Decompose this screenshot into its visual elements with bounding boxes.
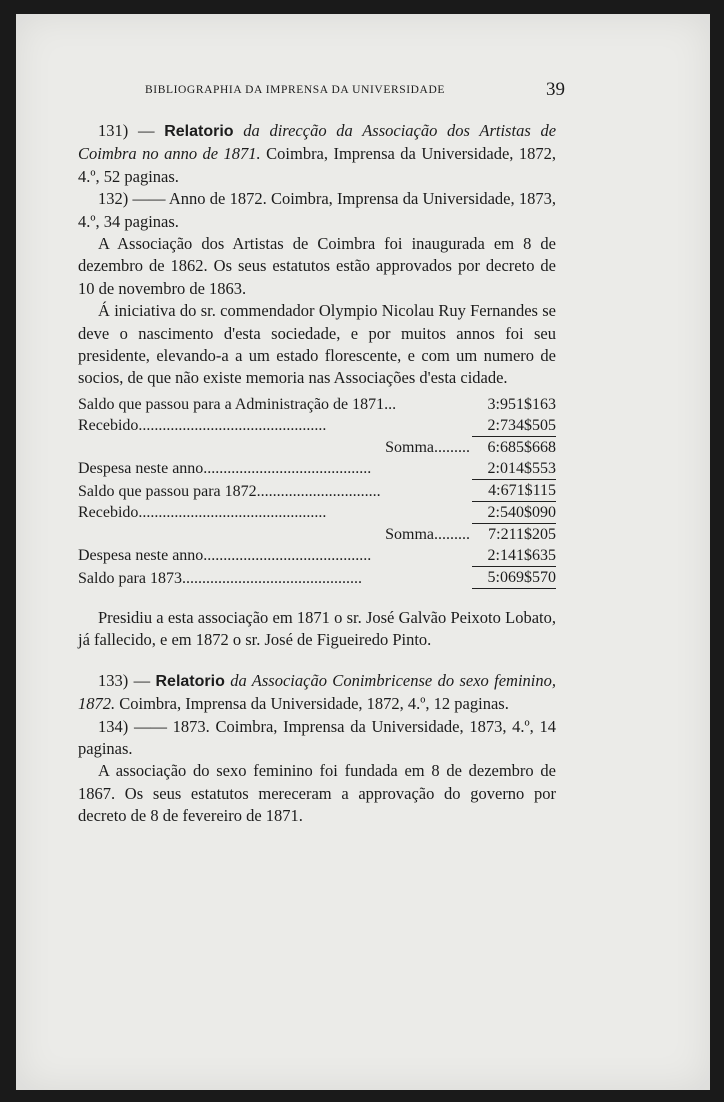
book-page [16,14,710,1090]
entry-title: Relatorio [155,672,225,690]
ledger-amount: 4:671$115 [472,479,556,502]
ledger-label-text: Saldo que passou para 1872 [78,482,257,500]
paragraph-presidents: Presidiu a esta associação em 1871 o sr. José Galvão Peixoto Lobato, já fallecido, e em 1872 o sr. José de Figueiredo Pinto. [78,607,556,650]
entry-imprint: Coimbra, Imprensa da Universidade, 1872, 4.º, 52 paginas. [78,144,556,186]
entry-number: 131) — [98,121,155,140]
ledger-leader-dots: ......... [434,525,470,543]
ledger-leader-dots: ......... [434,438,470,456]
ledger-leader-dots: ............................................... [138,416,327,434]
page-number: 39 [546,79,565,100]
ledger-amount: 2:734$505 [487,416,556,434]
ledger-leader-dots: ............................................... [138,503,327,521]
ledger-amount: 2:141$635 [487,546,556,564]
ledger-amount: 6:685$668 [472,436,556,458]
ledger-row [78,566,556,589]
ledger-label [78,394,470,415]
ledger-label [78,502,470,523]
ledger-row [78,479,556,502]
ledger-row [78,436,556,458]
entry-italic-title: da direcção da Associação dos Artistas de Coimbra no anno de 1871. [78,121,557,164]
accounts-table [78,394,556,589]
ledger-leader-dots: ............................................. [181,569,362,587]
ledger-leader-dots: .......................................... [203,546,372,564]
ledger-label [78,479,470,502]
ledger-label [78,436,470,458]
ledger-row [78,394,556,415]
ledger-amount: 2:014$553 [487,459,556,477]
entry-italic-title: da Associação Conimbricense do sexo feminino, 1872. [78,670,557,714]
ledger-label-text: Despesa neste anno [78,546,204,564]
entry-131 [78,120,556,188]
entry-134: 134) —— 1873. Coimbra, Imprensa da Universidade, 1873, 4.º, 14 paginas. [78,716,556,758]
ledger-amount: 7:211$205 [472,523,556,545]
page-body [78,120,556,828]
ledger-row [78,415,556,436]
ledger-leader-dots: ............................... [256,482,381,500]
paragraph-feminine-association: A associação do sexo feminino foi fundada em 8 de dezembro de 1867. Os seus estatutos mereceram a approvação do governo por decreto de 8 de fevereiro de 1871. [78,761,556,826]
ledger-label-text: Somma [385,438,434,456]
running-header [145,79,565,100]
ledger-amount: 2:540$090 [487,503,556,521]
entry-133 [78,670,556,716]
ledger-label-text: Saldo para 1873 [78,569,182,587]
ledger-label [78,415,470,436]
ledger-label [78,458,470,479]
ledger-amount: 3:951$163 [487,395,556,413]
ledger-row [78,545,556,566]
ledger-amount: 5:069$570 [472,566,556,589]
ledger-label-text: Recebido [78,416,139,434]
ledger-label [78,566,470,589]
ledger-label-text: Recebido [78,503,139,521]
ledger-label-text: Despesa neste anno [78,459,204,477]
entry-132: 132) —— Anno de 1872. Coimbra, Imprensa da Universidade, 1873, 4.º, 34 paginas. [78,189,556,231]
ledger-label-text: Saldo que passou para a Administração de 1871 [78,395,385,413]
ledger-label [78,523,470,545]
ledger-row [78,502,556,523]
ledger-row [78,523,556,545]
paragraph-founding: A Associação dos Artistas de Coimbra foi inaugurada em 8 de dezembro de 1862. Os seus estatutos estão approvados por decreto de 10 de novembro de 1863. [78,234,556,298]
entry-title: Relatorio [164,123,234,140]
ledger-row [78,458,556,479]
paragraph-initiative: Á iniciativa do sr. commendador Olympio Nicolau Ruy Fernandes se deve o nascimento d'esta sociedade, e por muitos annos foi seu presidente, elevando-a a um estado florescente, e com um numero de socios, de que não existe memoria nas Associações d'esta cidade. [78,301,556,388]
entry-imprint: Coimbra, Imprensa da Universidade, 1872, 4.º, 12 paginas. [115,694,509,714]
ledger-label [78,545,470,566]
running-title: BIBLIOGRAPHIA DA IMPRENSA DA UNIVERSIDADE [145,84,445,96]
entry-number: 133) — [98,670,151,690]
ledger-leader-dots: .......................................... [203,459,372,477]
ledger-label-text: Somma [385,525,434,543]
ledger-leader-dots: ... [384,395,397,413]
